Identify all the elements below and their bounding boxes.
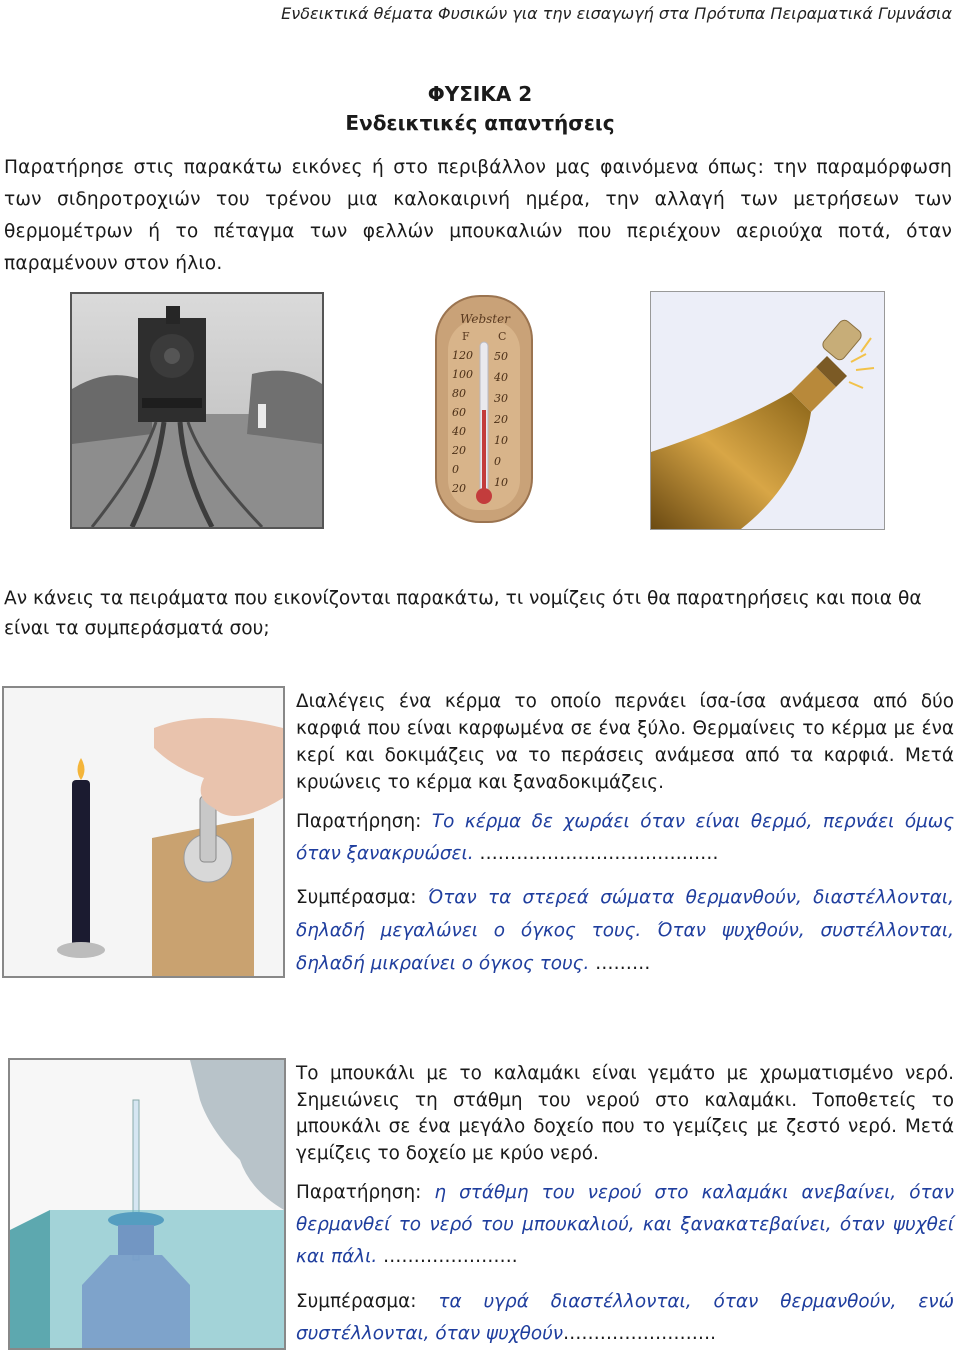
page-subtitle: Ενδεικτικές απαντήσεις: [345, 111, 615, 135]
conclusion-label: Συμπέρασμα:: [296, 887, 417, 908]
experiment2-conclusion: [296, 1286, 954, 1350]
conclusion-answer: Όταν τα στερεά σώματα θερμανθούν, διαστέλλονται, δηλαδή μεγαλώνει ο όγκος τους. Όταν ψυχθούν, συστέλλονται, δηλαδή μικραίνει ο όγκος τους.: [296, 887, 954, 974]
observation-answer: η στάθμη του νερού στο καλαμάκι ανεβαίνει, όταν θερμανθεί το νερό του μπουκαλιού, και ξανακατεβαίνει, όταν ψυχθεί και πάλι.: [296, 1182, 954, 1267]
f-tick: 120: [452, 349, 473, 362]
question-paragraph: Αν κάνεις τα πειράματα που εικονίζονται παρακάτω, τι νομίζεις ότι θα παρατηρήσεις και ποια θα είναι τα συμπεράσματά σου;: [4, 588, 922, 639]
page-title: ΦΥΣΙΚΑ 2: [427, 82, 533, 106]
f-tick: 20: [452, 444, 466, 457]
c-tick: 0: [494, 455, 501, 468]
experiment1-conclusion: [296, 881, 954, 980]
f-tick: 100: [452, 368, 473, 381]
experiment2-description: Το μπουκάλι με το καλαμάκι είναι γεμάτο με χρωματισμένο νερό. Σημειώνεις τη στάθμη του νερού στο καλαμάκι. Τοποθετείς το μπουκάλι σε ένα μεγάλο δοχείο που το γεμίζεις με ζεστό νερό. Μετά γεμίζεις το δοχείο με κρύο νερό.: [296, 1063, 954, 1164]
train-tracks-photo: [70, 292, 324, 529]
champagne-bottle-photo: [650, 291, 885, 530]
conclusion-dots: ………: [589, 953, 651, 974]
celsius-unit: C: [498, 330, 507, 343]
conclusion-answer: τα υγρά διαστέλλονται, όταν θερμανθούν, ενώ συστέλλονται, όταν ψυχθούν: [296, 1291, 954, 1344]
observation-label: Παρατήρηση:: [296, 811, 422, 832]
f-tick: 0: [452, 463, 459, 476]
c-tick: 40: [494, 371, 508, 384]
c-tick: 10: [494, 434, 508, 447]
f-tick: 40: [452, 425, 466, 438]
running-header: Ενδεικτικά θέματα Φυσικών για την εισαγωγή στα Πρότυπα Πειραματικά Γυμνάσια: [281, 4, 952, 23]
observation-dots: ………………….: [377, 1246, 518, 1267]
c-tick: 30: [494, 392, 508, 405]
thermometer-brand: Webster: [460, 312, 510, 326]
conclusion-dots: …………………….: [563, 1323, 716, 1344]
thermometer-photo: [384, 290, 584, 530]
experiment2-observation: [296, 1177, 954, 1273]
intro-paragraph: Παρατήρησε στις παρακάτω εικόνες ή στο περιβάλλον μας φαινόμενα όπως: την παραμόρφωση των σιδηροτροχιών του τρένου μια καλοκαιρινή ημέρα, την αλλαγή των μετρήσεων των θερμομέτρων ή το πέταγμα των φελλών μπουκαλιών που περιέχουν αεριούχα ποτά, όταν παραμένουν στον ήλιο.: [4, 157, 952, 274]
f-tick: 60: [452, 406, 466, 419]
coin-experiment-photo: [2, 686, 285, 978]
observation-answer: Το κέρμα δε χωράει όταν είναι θερμό, περνάει όμως όταν ξανακρυώσει.: [296, 811, 954, 864]
experiment1-description: Διαλέγεις ένα κέρμα το οποίο περνάει ίσα-ίσα ανάμεσα από δύο καρφιά που είναι καρφωμένα σε ένα ξύλο. Θερμαίνεις το κέρμα με ένα κερί και δοκιμάζεις να το περάσεις ανάμεσα από τα καρφιά. Μετά κρυώνεις το κέρμα και ξαναδοκιμάζεις.: [296, 691, 954, 793]
c-tick: 50: [494, 350, 508, 363]
c-tick: 20: [494, 413, 508, 426]
experiment2-block: [296, 1061, 954, 1167]
c-tick: 10: [494, 476, 508, 489]
experiment1-block: [296, 688, 954, 796]
f-tick: 20: [452, 482, 466, 495]
experiment1-observation: [296, 806, 954, 870]
observation-label: Παρατήρηση:: [296, 1182, 422, 1203]
f-tick: 80: [452, 387, 466, 400]
conclusion-label: Συμπέρασμα:: [296, 1291, 417, 1312]
fahrenheit-unit: F: [462, 330, 470, 343]
observation-dots: …………………………………: [473, 843, 719, 864]
bottle-straw-experiment-photo: [8, 1058, 286, 1350]
